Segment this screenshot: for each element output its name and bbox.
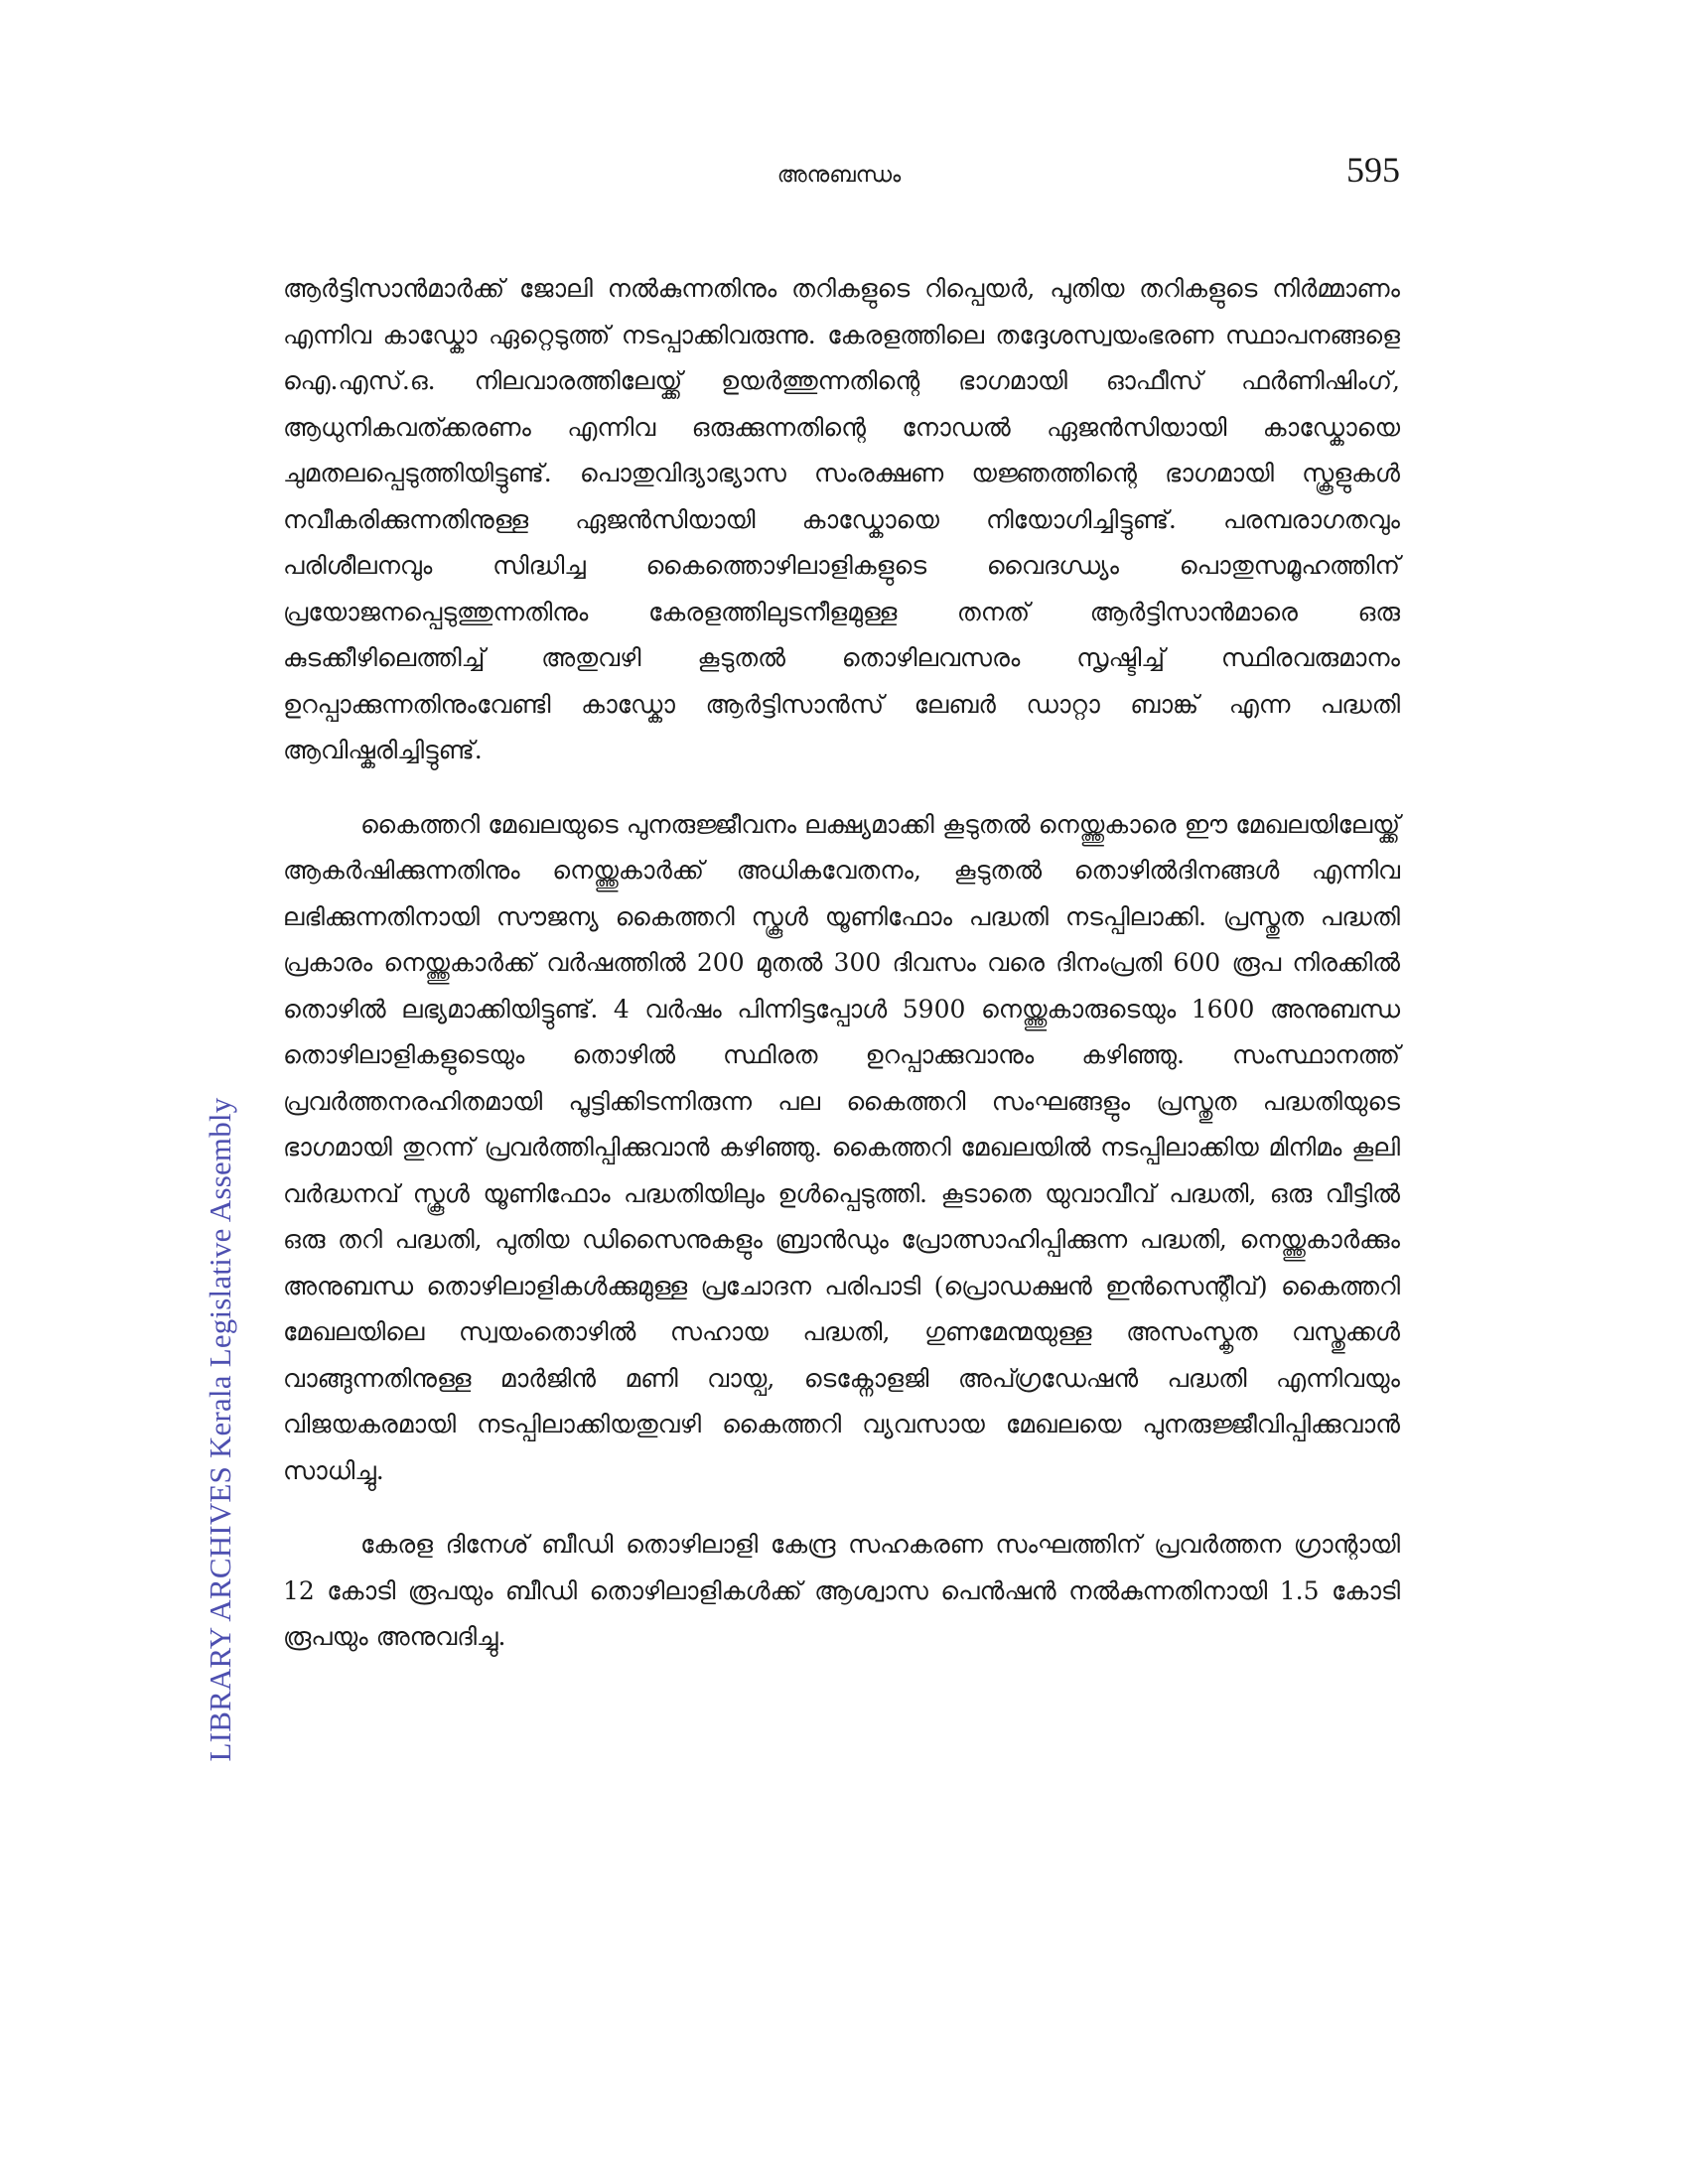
header-title: അനുബന്ധം bbox=[776, 163, 902, 188]
page-number: 595 bbox=[1346, 150, 1400, 190]
paragraph-3: കേരള ദിനേശ് ബീഡി തൊഴിലാളി കേന്ദ്ര സഹകരണ സംഘത്തിന് പ്രവർത്തന ഗ്രാന്റായി 12 കോടി രൂപയും ബീഡി തൊഴിലാളികൾക്ക് ആശ്വാസ പെൻഷൻ നൽകുന്നതിനായി 1.5 കോടി രൂപയും അനുവദിച്ചു. bbox=[283, 1530, 1400, 1651]
paragraph-1: ആർട്ടിസാൻമാർക്ക് ജോലി നൽകുന്നതിനും തറികളുടെ റിപ്പെയർ, പുതിയ തറികളുടെ നിർമ്മാണം എന്നിവ കാഡ്കോ ഏറ്റെടുത്ത് നടപ്പാക്കിവരുന്നു. കേരളത്തിലെ തദ്ദേശസ്വയംഭരണ സ്ഥാപനങ്ങളെ ഐ.എസ്.ഒ. നിലവാരത്തിലേയ്ക്ക് ഉയർത്തുന്നതിന്റെ ഭാഗമായി ഓഫീസ് ഫർണിഷിംഗ്, ആധുനികവത്ക്കരണം എന്നിവ ഒരുക്കുന്നതിന്റെ നോഡൽ ഏജൻസിയായി കാഡ്കോയെ ചുമതലപ്പെടുത്തിയിട്ടുണ്ട്. പൊതുവിദ്യാഭ്യാസ സംരക്ഷണ യജ്ഞത്തിന്റെ ഭാഗമായി സ്കൂളുകൾ നവീകരിക്കുന്നതിനുള്ള ഏജൻസിയായി കാഡ്കോയെ നിയോഗിച്ചിട്ടുണ്ട്. പരമ്പരാഗതവും പരിശീലനവും സിദ്ധിച്ച കൈത്തൊഴിലാളികളുടെ വൈദഗ്ധ്യം പൊതുസമൂഹത്തിന് പ്രയോജനപ്പെടുത്തുന്നതിനും കേരളത്തിലുടനീളമുള്ള തനത് ആർട്ടിസാൻമാരെ ഒരു കുടക്കീഴിലെത്തിച്ച് അതുവഴി കൂടുതൽ തൊഴിലവസരം സൃഷ്ടിച്ച് സ്ഥിരവരുമാനം ഉറപ്പാക്കുന്നതിനുംവേണ്ടി കാഡ്കോ ആർട്ടിസാൻസ് ലേബർ ഡാറ്റാ ബാങ്ക് എന്ന പദ്ധതി ആവിഷ്കരിച്ചിട്ടുണ്ട്. bbox=[283, 274, 1400, 764]
running-header bbox=[278, 149, 1400, 199]
body-text bbox=[283, 266, 1400, 1689]
paragraph-2: കൈത്തറി മേഖലയുടെ പുനരുജ്ജീവനം ലക്ഷ്യമാക്കി കൂടുതൽ നെയ്ത്തുകാരെ ഈ മേഖലയിലേയ്ക്ക് ആകർഷിക്കുന്നതിനും നെയ്ത്തുകാർക്ക് അധികവേതനം, കൂടുതൽ തൊഴിൽദിനങ്ങൾ എന്നിവ ലഭിക്കുന്നതിനായി സൗജന്യ കൈത്തറി സ്കൂൾ യൂണിഫോം പദ്ധതി നടപ്പിലാക്കി. പ്രസ്തുത പദ്ധതി പ്രകാരം നെയ്ത്തുകാർക്ക് വർഷത്തിൽ 200 മുതൽ 300 ദിവസം വരെ ദിനംപ്രതി 600 രൂപ നിരക്കിൽ തൊഴിൽ ലഭ്യമാക്കിയിട്ടുണ്ട്. 4 വർഷം പിന്നിട്ടപ്പോൾ 5900 നെയ്ത്തുകാരുടെയും 1600 അനുബന്ധ തൊഴിലാളികളുടെയും തൊഴിൽ സ്ഥിരത ഉറപ്പാക്കുവാനും കഴിഞ്ഞു. സംസ്ഥാനത്ത് പ്രവർത്തനരഹിതമായി പൂട്ടിക്കിടന്നിരുന്ന പല കൈത്തറി സംഘങ്ങളും പ്രസ്തുത പദ്ധതിയുടെ ഭാഗമായി തുറന്ന് പ്രവർത്തിപ്പിക്കുവാൻ കഴിഞ്ഞു. കൈത്തറി മേഖലയിൽ നടപ്പിലാക്കിയ മിനിമം കൂലി വർദ്ധനവ് സ്കൂൾ യൂണിഫോം പദ്ധതിയിലും ഉൾപ്പെടുത്തി. കൂടാതെ യുവാവീവ് പദ്ധതി, ഒരു വീട്ടിൽ ഒരു തറി പദ്ധതി, പുതിയ ഡിസൈനുകളും ബ്രാൻഡും പ്രോത്സാഹിപ്പിക്കുന്ന പദ്ധതി, നെയ്ത്തുകാർക്കും അനുബന്ധ തൊഴിലാളികൾക്കുമുള്ള പ്രചോദന പരിപാടി (പ്രൊഡക്ഷൻ ഇൻസെന്റീവ്) കൈത്തറി മേഖലയിലെ സ്വയംതൊഴിൽ സഹായ പദ്ധതി, ഗുണമേന്മയുള്ള അസംസ്കൃത വസ്തുക്കൾ വാങ്ങുന്നതിനുള്ള മാർജിൻ മണി വായ്പ, ടെക്നോളജി അപ്ഗ്രഡേഷൻ പദ്ധതി എന്നിവയും വിജയകരമായി നടപ്പിലാക്കിയതുവഴി കൈത്തറി വ്യവസായ മേഖലയെ പുനരുജ്ജീവിപ്പിക്കുവാൻ സാധിച്ചു. bbox=[283, 809, 1400, 1485]
watermark-text: LIBRARY ARCHIVES Kerala Legislative Assembly bbox=[203, 1097, 237, 1762]
